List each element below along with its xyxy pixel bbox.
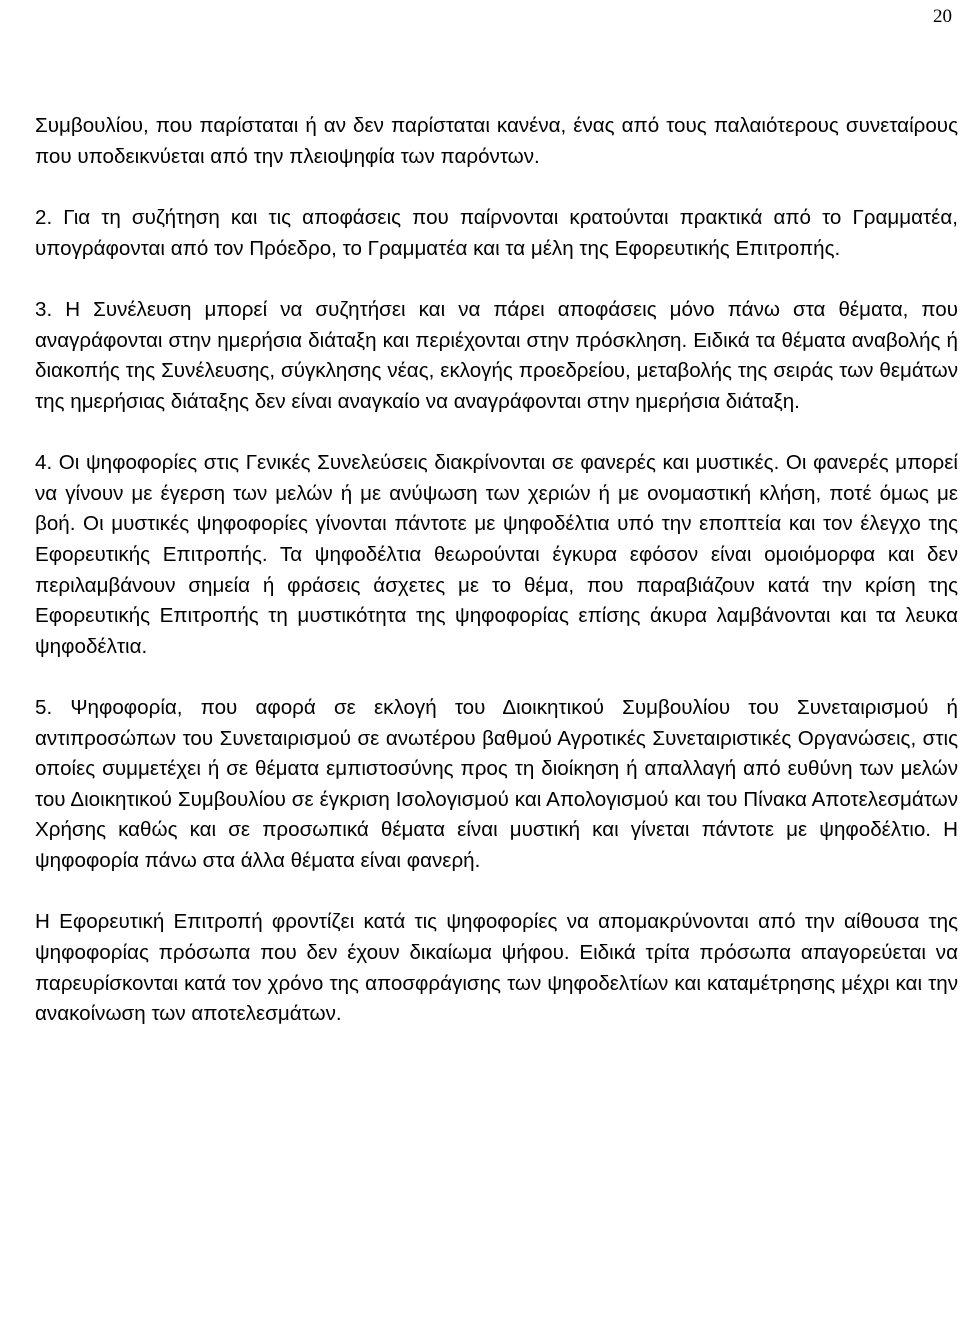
paragraph-item-4: 4. Οι ψηφοφορίες στις Γενικές Συνελεύσεις διακρίνονται σε φανερές και μυστικές. Οι φανερές μπορεί να γίνουν με έγερση των μελών ή με ανύψωση των χεριών ή με ονομαστική κλήση, ποτέ όμως με βοή. Οι μυστικές ψηφοφορίες γίνονται πάντοτε με ψηφοδέλτια υπό την εποπτεία και τον έλεγχο της Εφορευτικής Επιτροπής. Τα ψηφοδέλτια θεωρούνται έγκυρα εφόσον είναι ομοιόμορφα και δεν περιλαμβάνουν σημεία ή φράσεις άσχετες με το θέμα, που παραβιάζουν κατά την κρίση της Εφορευτικής Επιτροπής τη μυστικότητα της ψηφοφορίας επίσης άκυρα λαμβάνονται και τα λευκα ψηφοδέλτια. bbox=[35, 451, 958, 658]
document-body bbox=[35, 111, 958, 1030]
paragraph-continuation: Συμβουλίου, που παρίσταται ή αν δεν παρίσταται κανένα, ένας από τους παλαιότερους συνεταίρους που υποδεικνύεται από την πλειοψηφία των παρόντων. bbox=[35, 114, 958, 168]
paragraph-item-2: 2. Για τη συζήτηση και τις αποφάσεις που παίρνονται κρατούνται πρακτικά από το Γραμματέα, υπογράφονται από τον Πρόεδρο, το Γραμματέα και τα μέλη της Εφορευτικής Επιτροπής. bbox=[35, 205, 958, 260]
paragraph-committee-duties: Η Εφορευτική Επιτροπή φροντίζει κατά τις ψηφοφορίες να απομακρύνονται από την αίθουσα της ψηφοφορίας πρόσωπα που δεν έχουν δικαίωμα ψήφου. Ειδικά τρίτα πρόσωπα απαγορεύεται να παρευρίσκονται κατά τον χρόνο της αποσφράγισης των ψηφοδελτίων και καταμέτρησης μέχρι και την ανακοίνωση των αποτελεσμάτων. bbox=[35, 910, 958, 1026]
page-number: 20 bbox=[933, 6, 952, 27]
paragraph-item-3: 3. Η Συνέλευση μπορεί να συζητήσει και να πάρει αποφάσεις μόνο πάνω στα θέματα, που αναγράφονται στην ημερήσια διάταξη και περιέχονται στην πρόσκληση. Ειδικά τα θέματα αναβολής ή διακοπής της Συνέλευσης, σύγκλησης νέας, εκλογής προεδρείου, μεταβολής της σειράς των θεμάτων της ημερήσιας διάταξης δεν είναι αναγκαίο να αναγράφονται στην ημερήσια διάταξη. bbox=[35, 297, 958, 413]
paragraph-item-5: 5. Ψηφοφορία, που αφορά σε εκλογή του Διοικητικού Συμβουλίου του Συνεταιρισμού ή αντιπροσώπων του Συνεταιρισμού σε ανωτέρου βαθμού Αγροτικές Συνεταιριστικές Οργανώσεις, στις οποίες συμμετέχει ή σε θέματα εμπιστοσύνης προς τη διοίκηση ή απαλλαγή από ευθύνη των μελών του Διοικητικού Συμβουλίου σε έγκριση Ισολογισμού και Απολογισμού και του Πίνακα Αποτελεσμάτων Χρήσης καθώς και σε προσωπικά θέματα είναι μυστική και γίνεται πάντοτε με ψηφοδέλτιο. Η ψηφοφορία πάνω στα άλλα θέματα είναι φανερή. bbox=[35, 696, 958, 873]
